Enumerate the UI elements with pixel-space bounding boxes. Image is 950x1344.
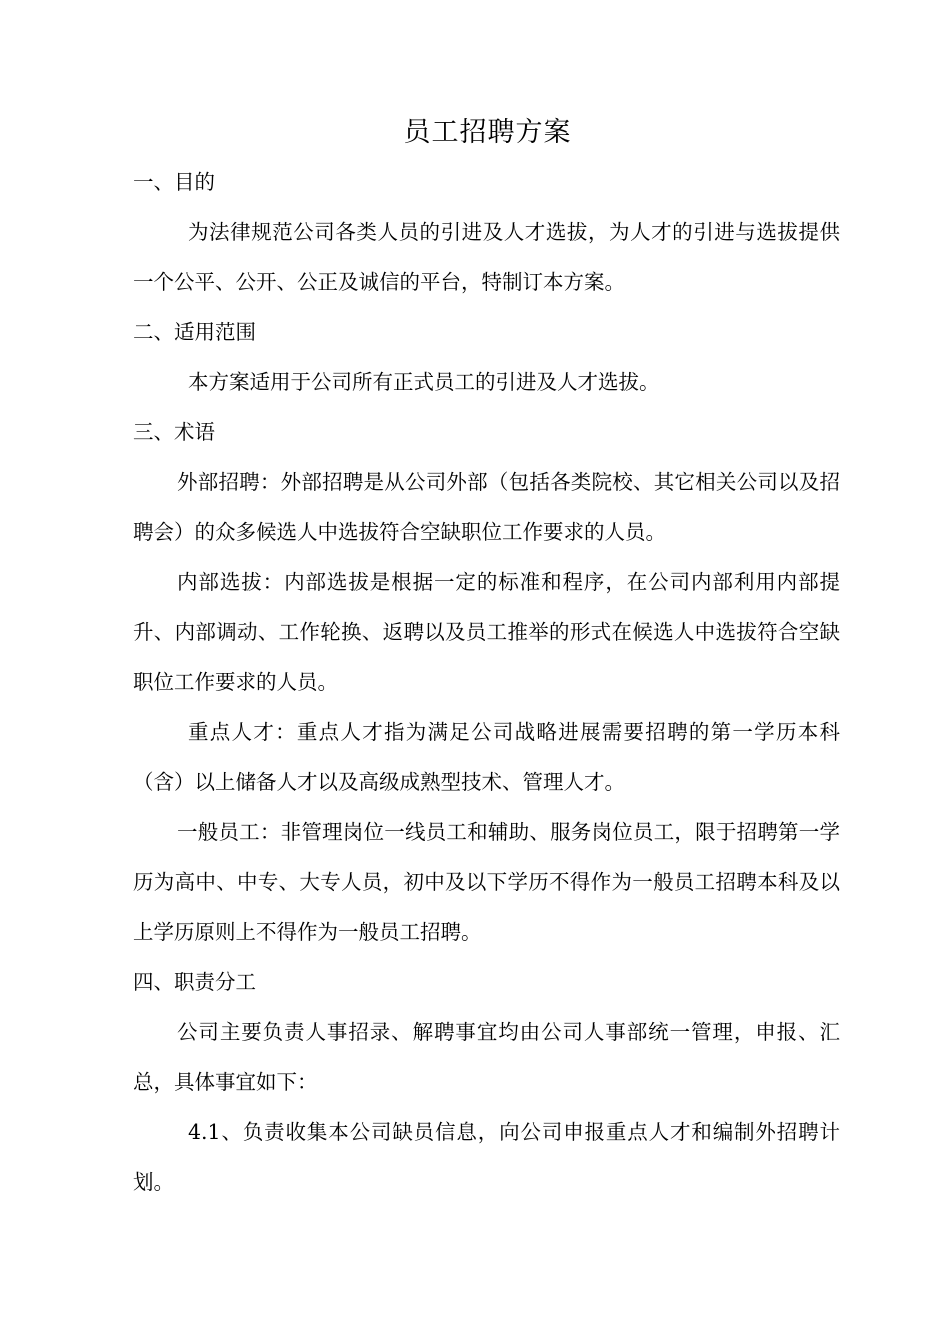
section-heading-scope: 二、适用范围 [133, 320, 256, 344]
purpose-paragraph: 为法律规范公司各类人员的引进及人才选拔，为人才的引进与选拔提供一个公平、公开、公正及诚信的平台，特制订本方案。 [133, 220, 840, 294]
document-body [133, 157, 840, 1207]
scope-paragraph: 本方案适用于公司所有正式员工的引进及人才选拔。 [188, 370, 660, 394]
term-general-staff: 一般员工：非管理岗位一线员工和辅助、服务岗位员工，限于招聘第一学历为高中、中专、大专人员，初中及以下学历不得作为一般员工招聘本科及以上学历原则上不得作为一般员工招聘。 [133, 820, 840, 944]
term-external-recruitment: 外部招聘：外部招聘是从公司外部（包括各类院校、其它相关公司以及招聘会）的众多候选人中选拔符合空缺职位工作要求的人员。 [133, 470, 840, 544]
document-title: 员工招聘方案 [403, 117, 572, 148]
responsibilities-paragraph: 公司主要负责人事招录、解聘事宜均由公司人事部统一管理，申报、汇总，具体事宜如下： [133, 1020, 840, 1094]
section-heading-terms: 三、术语 [133, 420, 215, 444]
term-internal-selection: 内部选拔：内部选拔是根据一定的标准和程序，在公司内部利用内部提升、内部调动、工作轮换、返聘以及员工推举的形式在候选人中选拔符合空缺职位工作要求的人员。 [133, 570, 840, 694]
responsibility-item-4-1: 4.1、负责收集本公司缺员信息，向公司申报重点人才和编制外招聘计划。 [133, 1120, 840, 1194]
section-heading-responsibilities: 四、职责分工 [133, 970, 256, 994]
term-key-talent: 重点人才：重点人才指为满足公司战略进展需要招聘的第一学历本科（含）以上储备人才以及高级成熟型技术、管理人才。 [133, 720, 840, 794]
section-heading-purpose: 一、目的 [133, 170, 215, 194]
